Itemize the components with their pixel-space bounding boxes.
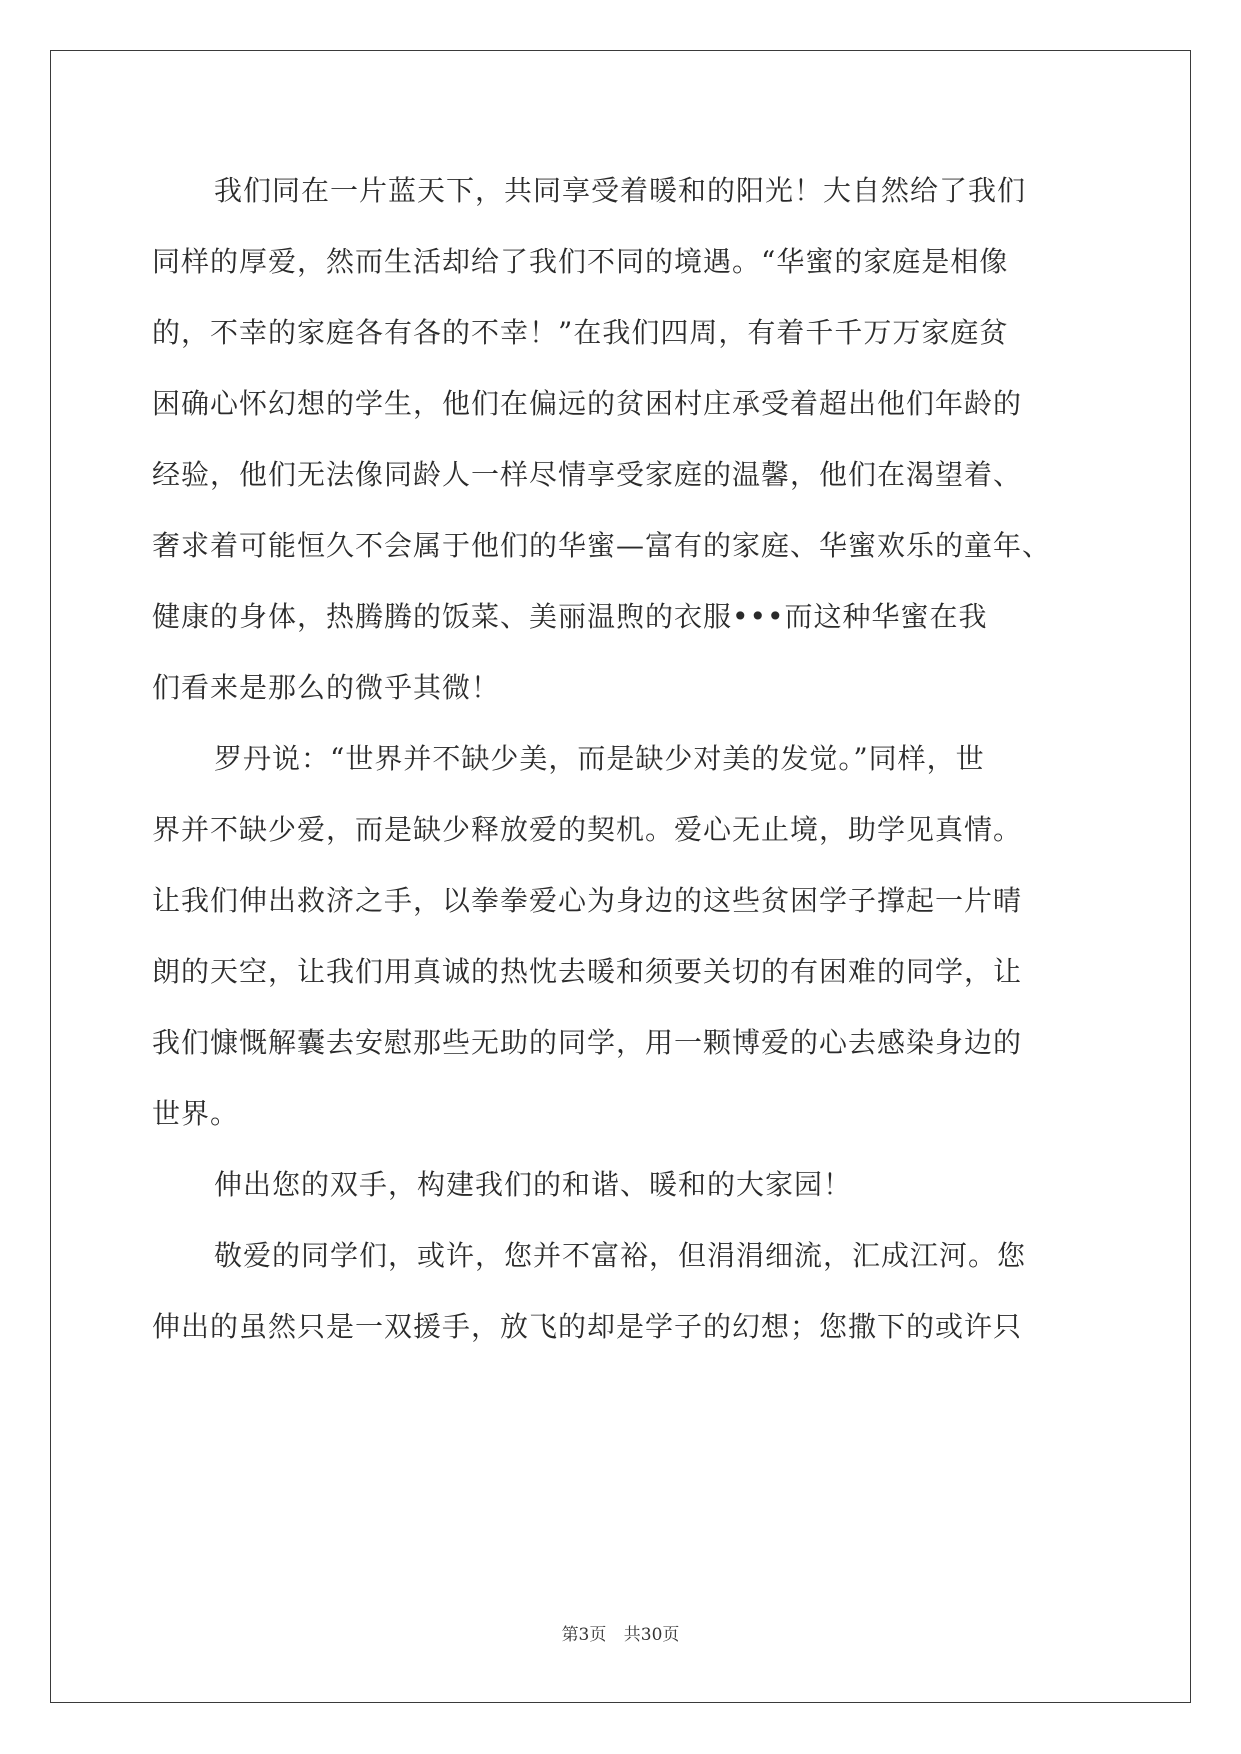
text-line: 奢求着可能恒久不会属于他们的华蜜—富有的家庭、华蜜欢乐的童年、 bbox=[152, 529, 1052, 562]
text-line: 们看来是那么的微乎其微！ bbox=[152, 671, 501, 704]
text-line: 朗的天空，让我们用真诚的热忱去暖和须要关切的有困难的同学，让 bbox=[152, 955, 1023, 988]
text-line: 健康的身体，热腾腾的饭菜、美丽温煦的衣服•••而这种华蜜在我 bbox=[152, 600, 988, 633]
text-line: 罗丹说：“世界并不缺少美，而是缺少对美的发觉。”同样，世 bbox=[214, 742, 985, 775]
text-line: 我们同在一片蓝天下，共同享受着暖和的阳光！大自然给了我们 bbox=[214, 174, 1027, 207]
page-footer bbox=[0, 1620, 1241, 1645]
text-line: 世界。 bbox=[152, 1097, 240, 1130]
body-text bbox=[152, 155, 1092, 1362]
text-line: 我们慷慨解囊去安慰那些无助的同学，用一颗博爱的心去感染身边的 bbox=[152, 1026, 1023, 1059]
text-line: 敬爱的同学们，或许，您并不富裕，但涓涓细流，汇成江河。您 bbox=[214, 1239, 1027, 1272]
text-line: 同样的厚爱，然而生活却给了我们不同的境遇。“华蜜的家庭是相像 bbox=[152, 245, 1009, 278]
page-total: 共30页 bbox=[623, 1625, 680, 1645]
text-line: 伸出您的双手，构建我们的和谐、暖和的大家园！ bbox=[214, 1168, 853, 1201]
text-line: 界并不缺少爱，而是缺少释放爱的契机。爱心无止境，助学见真情。 bbox=[152, 813, 1023, 846]
text-line: 经验，他们无法像同龄人一样尽情享受家庭的温馨，他们在渴望着、 bbox=[152, 458, 1023, 491]
text-line: 困确心怀幻想的学生，他们在偏远的贫困村庄承受着超出他们年龄的 bbox=[152, 387, 1023, 420]
text-line: 让我们伸出救济之手，以拳拳爱心为身边的这些贫困学子撑起一片晴 bbox=[152, 884, 1023, 917]
text-line: 的，不幸的家庭各有各的不幸！”在我们四周，有着千千万万家庭贫 bbox=[152, 316, 1009, 349]
page-number: 第3页 bbox=[561, 1625, 607, 1645]
text-line: 伸出的虽然只是一双援手，放飞的却是学子的幻想；您撒下的或许只 bbox=[152, 1310, 1023, 1343]
